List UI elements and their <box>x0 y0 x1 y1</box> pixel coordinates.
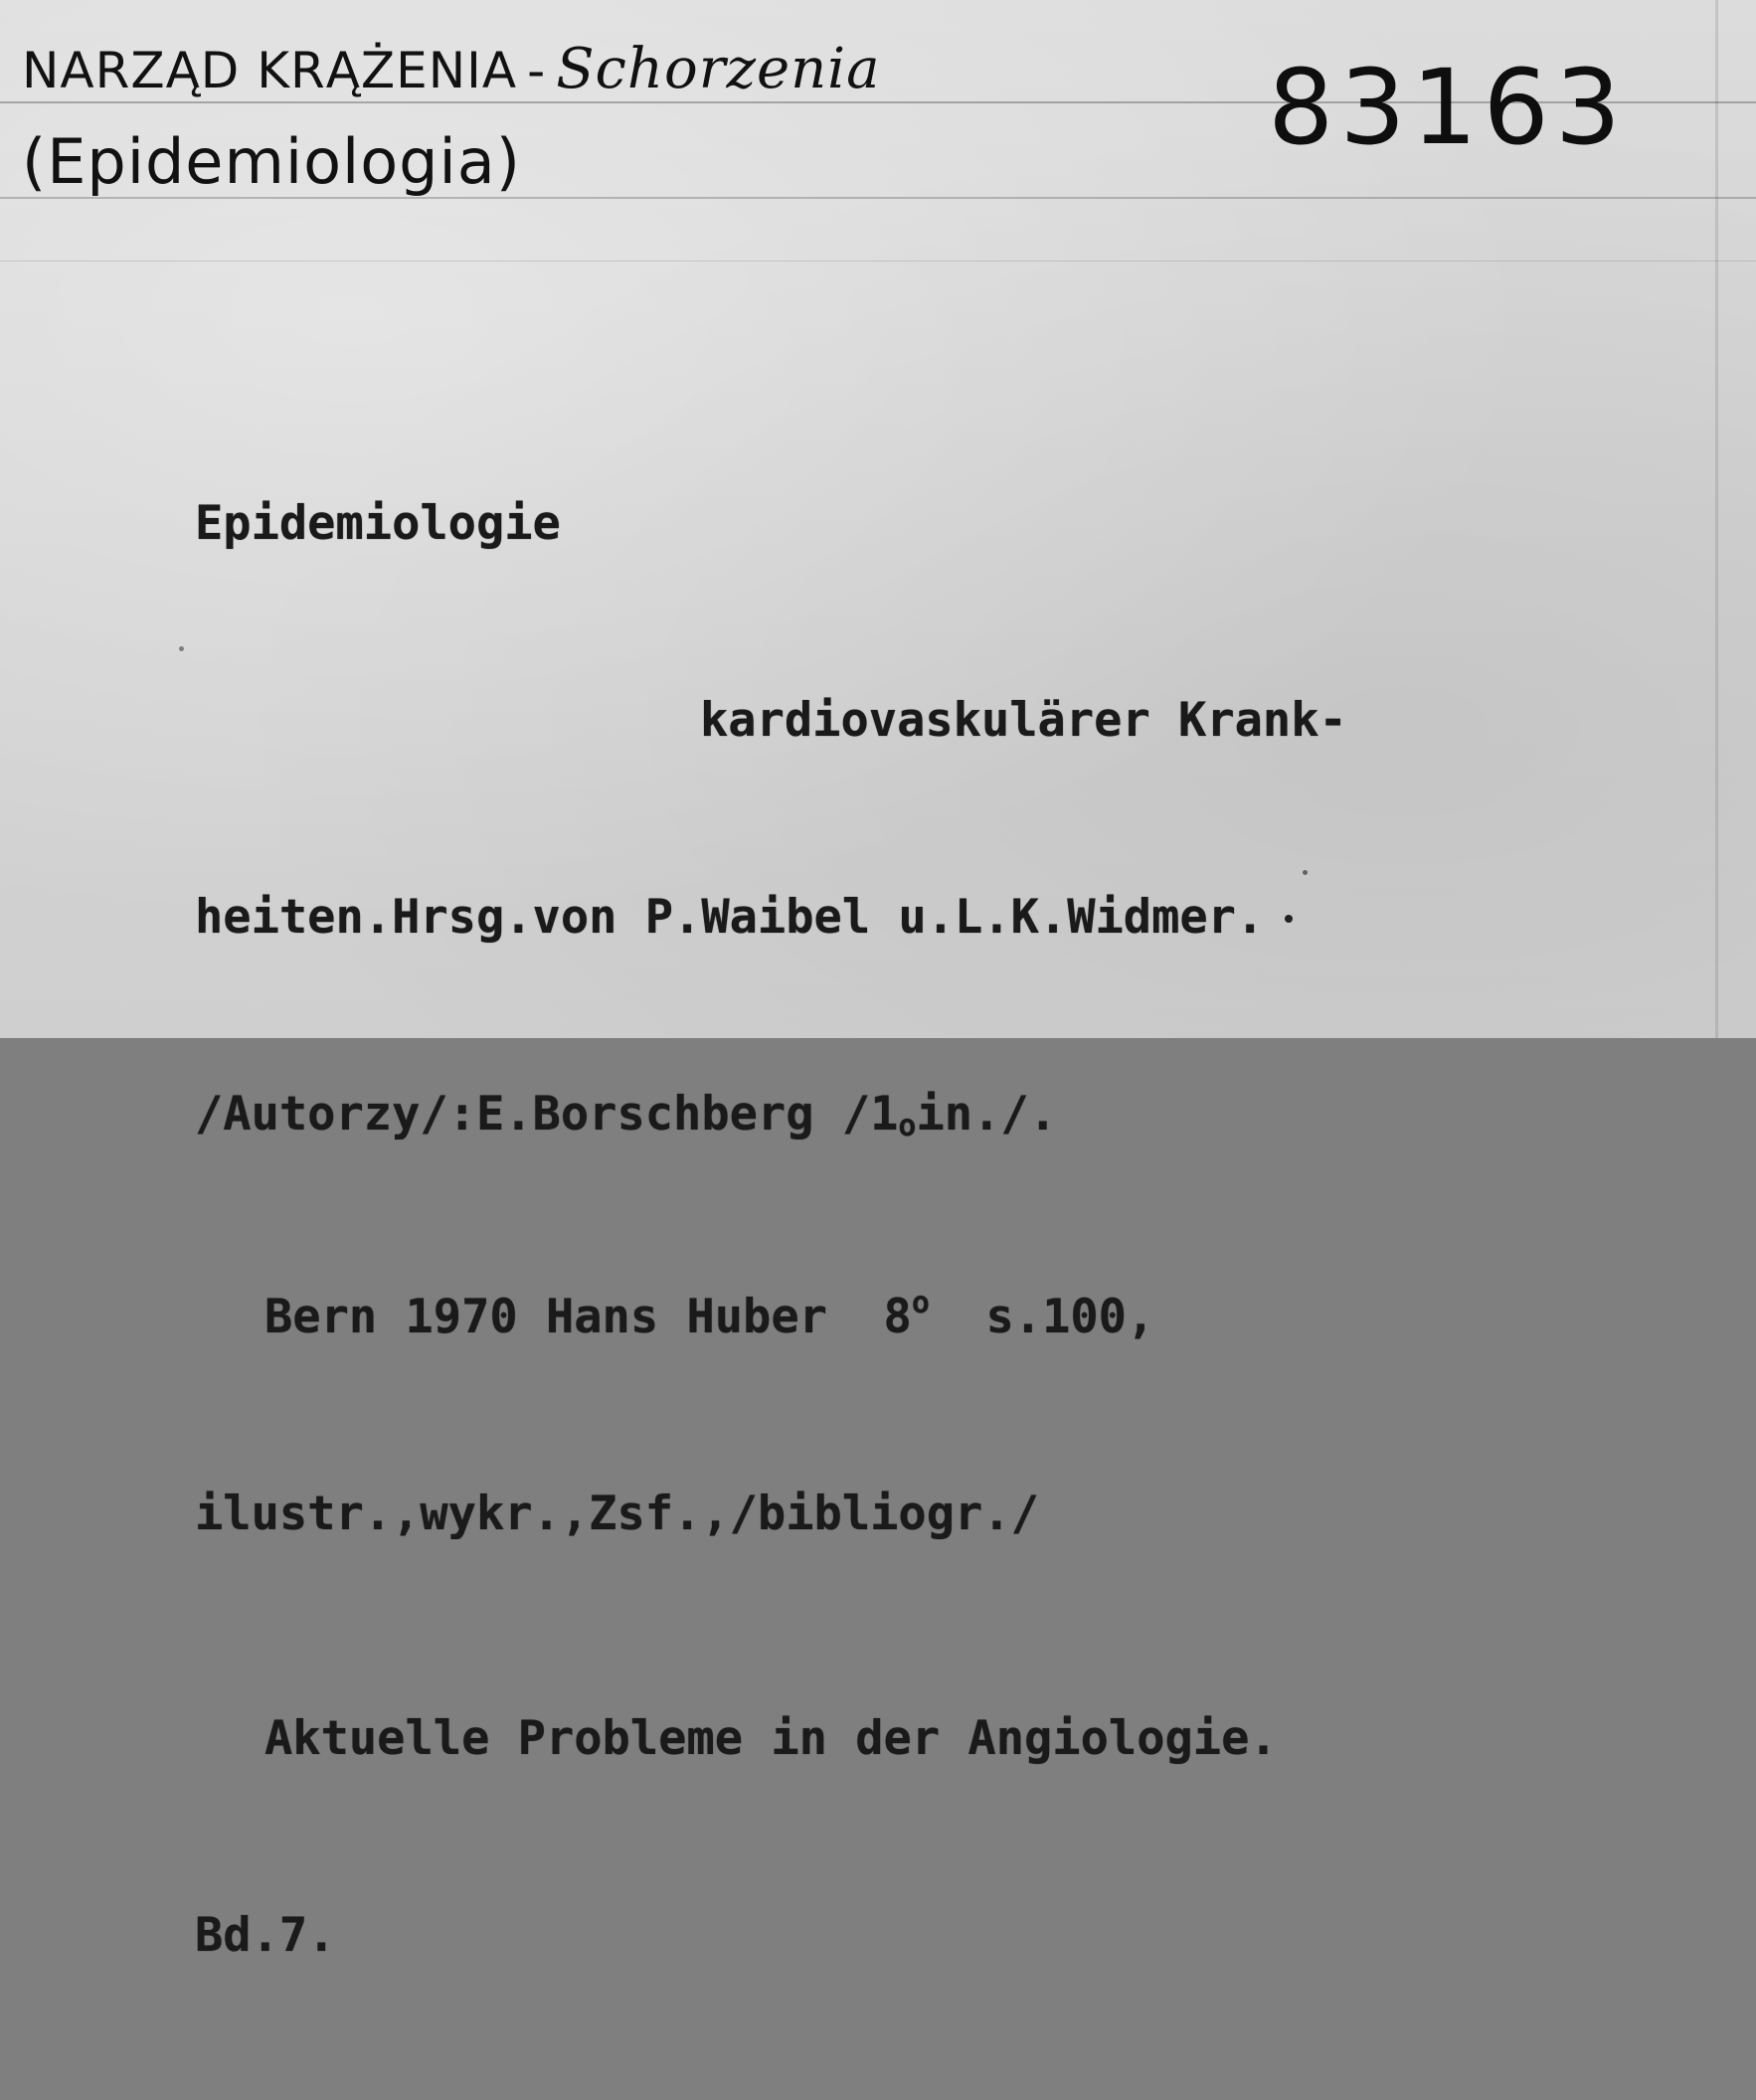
card-number: 83163 <box>1268 47 1627 168</box>
entry-series: Aktuelle Probleme in der Angiologie. <box>264 1711 1278 1766</box>
entry-pages: s.100, <box>929 1290 1155 1344</box>
ink-speck <box>1285 915 1293 923</box>
entry-imprint <box>195 1285 1347 1350</box>
entry-physical-description: ilustr.,wykr.,Zsf.,/bibliogr./ <box>195 1487 1039 1541</box>
subject-paren: (Epidemiologia) <box>22 125 521 198</box>
entry-authors-sub: o <box>898 1109 917 1143</box>
card-edge <box>1715 0 1718 1038</box>
subject-heading-line1 <box>22 37 881 101</box>
entry-authors-text: /Autorzy/:E.Borschberg /1 <box>195 1087 899 1141</box>
subject-subdivision: Schorzenia <box>556 37 881 101</box>
bibliographic-entry <box>195 360 1347 2100</box>
entry-authors <box>195 1082 1347 1153</box>
ink-speck <box>1303 870 1308 875</box>
ruled-line <box>0 261 1756 262</box>
entry-editors: heiten.Hrsg.von P.Waibel u.L.K.Widmer. <box>195 890 1265 945</box>
entry-authors-end: in./. <box>916 1087 1057 1141</box>
entry-imprint-text: Bern 1970 Hans Huber 8 <box>264 1290 912 1344</box>
entry-title-continuation: kardiovaskulärer Krank- <box>700 693 1347 748</box>
entry-volume: Bd.7. <box>195 1908 336 1963</box>
entry-title: Epidemiologie <box>195 496 561 551</box>
entry-format-degree: o <box>911 1286 930 1320</box>
ink-speck <box>179 646 184 651</box>
subject-caps: NARZĄD KRĄŻENIA <box>22 42 518 99</box>
subject-dash: - <box>527 42 547 99</box>
subject-heading <box>22 37 881 198</box>
